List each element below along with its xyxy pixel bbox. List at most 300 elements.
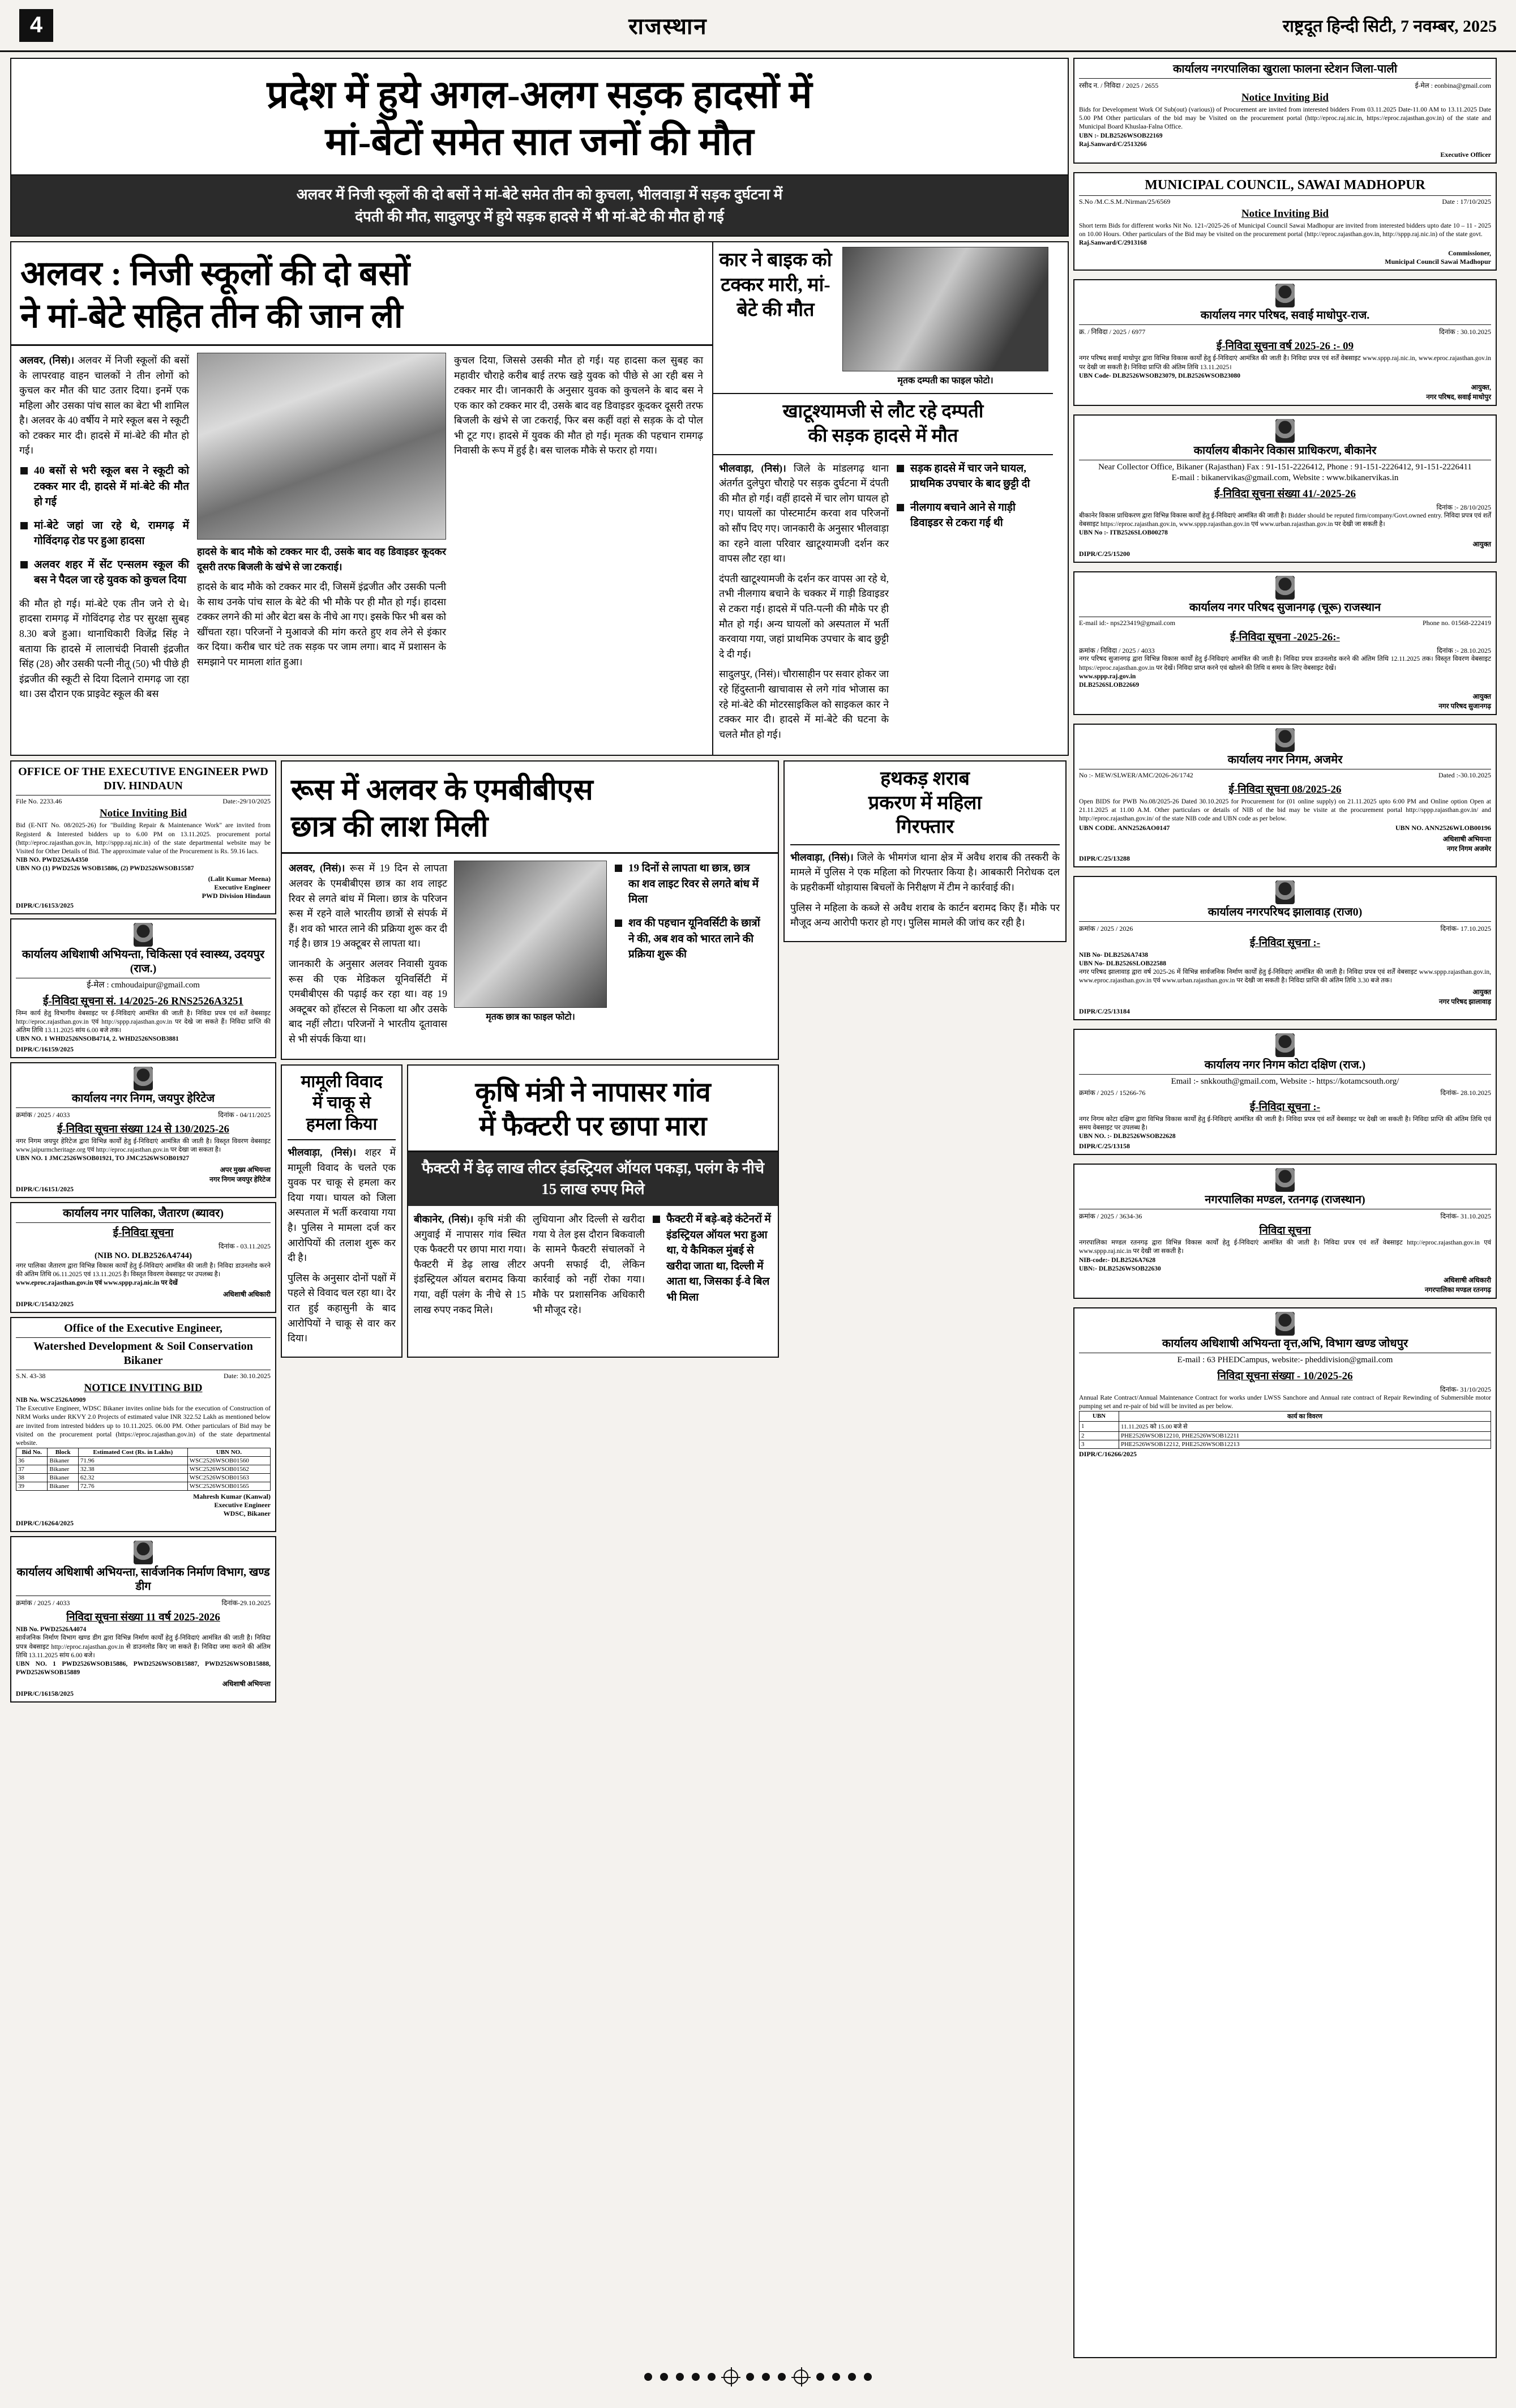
ad-meta-left: क्रमांक / 2025 / 4033 [16,1110,70,1119]
ad-extra-2: UBN NO. ANN2526WLOB00196 [1395,823,1491,832]
ad-sign-2: नगर परिषद सुजानगढ़ [1438,702,1491,711]
ad-extra-2: UBN NO. 1 PWD2526WSOB15886, PWD2526WSOB15887, PWD2526WSOB15888, PWD2526WSOB15889 [16,1660,271,1676]
minister-headline [408,1066,778,1152]
russia-headline-line1: रूस में अलवर के एमबीबीएस [291,774,593,807]
middle-row [10,760,1069,1706]
ad-meta-left: रसीद न. / निविदा / 2025 / 2655 [1079,82,1159,89]
ad-meta-left: S.N. 43-38 [16,1372,46,1380]
lead-headline-line2: मां-बेटों समेत सात जनों की मौत [325,119,754,163]
table-cell: 72.76 [78,1482,187,1491]
color-dot [660,2373,668,2381]
press-registration-marks [0,2362,1516,2392]
student-photo-caption: मृतक छात्र का फाइल फोटो। [486,1012,575,1023]
ad-meta-right: दिनांक :- 28/10/2025 [1436,503,1491,511]
ad-dipr: DIPR/C/25/13288 [1079,854,1130,862]
russia-col-1 [289,861,447,1051]
ad-office: MUNICIPAL COUNCIL, SAWAI MADHOPUR [1079,177,1491,196]
table-cell: WSC2526WSOB01563 [187,1474,270,1482]
ad-office: कार्यालय नगरपालिका खुराला फालना स्टेशन जिला-पाली [1079,62,1491,79]
tender-ad [10,918,276,1058]
couple-photo [842,247,1048,371]
table-row [1080,1440,1491,1448]
couple-para-2: दंपती खाटूश्यामजी के दर्शन कर वापस आ रहे थे, तभी नीलगाय बचाने के चक्कर में गाड़ी डिवाइडर से टकरा गई। हादसे में पति-पत्नी की मौके पर ही मौत हो गई। अन्य घायलों को अस्पताल में भर्ती करवाया गया, जहां प्राथमिक उपचार के बाद छुट्टी दे दी गई। [719,572,889,660]
ad-extra-1: NIB No. WSC2526A0909 [16,1397,86,1404]
alwar-headline-line1: अलवर : निजी स्कूलों की दो बसों [20,254,410,292]
ad-office-line2: ई-मेल : cmhoudaipur@gmail.com [87,981,200,990]
ad-meta-right: दिनांक - 03.11.2025 [218,1242,271,1251]
knife-headline [288,1071,396,1141]
knife-para-1: शहर में मामूली विवाद के चलते एक युवक पर चाकू से हमला कर दिया गया। घायल को जिला अस्पताल में भर्ती करवाया गया है। पुलिस ने मामला दर्ज कर आरोपियों की तलाश शुरू कर दी है। [288,1147,396,1264]
ad-meta-right: दिनांक- 17.10.2025 [1440,924,1491,933]
ad-meta-right: दिनांक :- 28.10.2025 [1437,647,1491,655]
ad-meta-right: Date : 17/10/2025 [1442,197,1491,206]
ad-sign-2: Executive Engineer [214,1501,271,1509]
ad-body: नगर पालिका जैतारण द्वारा विभिन्न विकास कार्यों हेतु ई-निविदाएं आमंत्रित की जाती है। निविदा डाउनलोड करने की अंतिम तिथि 06.11.2025 एवं 13.11.2025 है। विस्तृत विवरण वेबसाइट पर उपलब्ध है। [16,1262,271,1278]
ad-title: Notice Inviting Bid [99,807,187,820]
ad-dipr: DIPR/C/16151/2025 [16,1185,74,1194]
knife-para-2: पुलिस के अनुसार दोनों पक्षों में पहले से विवाद चल रहा था। देर रात हुई कहासुनी के बाद आरोपियों ने चाकू से वार कर दिया। [288,1272,396,1344]
ad-office-line2: E-mail id:- nps223419@gmail.com [1079,619,1176,627]
page-folio: 4 [19,9,53,42]
knife-headline-line2: में चाकू से [312,1093,371,1112]
ad-extra-1: www.eproc.rajasthan.gov.in एवं www.sppp.raj.nic.in पर देखें [16,1279,178,1286]
minister-col-1 [414,1212,526,1322]
table-row [1080,1421,1491,1431]
handcuff-headline-line1: हथकड़ शराब [880,768,970,790]
list-item: 40 बसों से भरी स्कूल बस ने स्कूटी को टक्कर मार दी, हादसे में मां-बेटे की मौत हो गई [19,463,189,510]
ad-meta-left: क्रमांक / 2025 / 3634-36 [1079,1212,1142,1221]
knife-story [281,1064,402,1358]
ad-title: निविदा सूचना संख्या 11 वर्ष 2025-2026 [66,1611,220,1624]
tender-ad [10,1317,276,1532]
ad-office: कार्यालय नगर निगम, अजमेर [1079,753,1491,769]
ad-dipr: DIPR/C/16266/2025 [1079,1449,1137,1458]
ad-sign-1: आयुक्त [1472,988,1491,996]
table-header: कार्य का विवरण [1119,1411,1491,1421]
ad-title: ई-निविदा सूचना [113,1227,174,1239]
tender-ad [1073,58,1497,164]
table-cell: 32.38 [78,1465,187,1474]
ad-sign-2: Municipal Council Sawai Madhopur [1385,258,1491,266]
alwar-headline-line2: ने मां-बेटे सहित तीन की जान ली [20,297,403,335]
tender-ad [10,1536,276,1703]
color-dot [676,2373,684,2381]
ad-meta-left: क्रमांक / 2025 / 15266-76 [1079,1088,1146,1097]
ad-extra-1: UBN NO. 1 JMC2526WSOB01921, TO JMC2526WSOB01927 [16,1154,189,1162]
lead-headline [11,59,1068,176]
ad-extra-2: Raj.Sanward/C/2513266 [1079,140,1147,148]
municipal-logo-icon [1275,880,1295,904]
list-item: अलवर शहर में सेंट एन्सलम स्कूल की बस ने पैदल जा रहे युवक को कुचल दिया [19,557,189,588]
russia-bullet-list [614,861,761,962]
ad-sign-1: Mahresh Kumar (Kanwal) [193,1492,271,1501]
ad-office: कार्यालय नगर निगम, जयपुर हेरिटेज [16,1092,271,1108]
table-row [16,1482,271,1491]
couple-bullets-wrap [896,461,1037,747]
ad-title: ई-निविदा सूचना संख्या 124 से 130/2025-26 [57,1123,230,1135]
ad-body: Annual Rate Contract/Annual Maintenance Contract for works under LWSS Sanchore and Annual rate contract of Repair Rewinding of Submersible motor pumping set and re-pair of bid will be invited as per below. [1079,1394,1491,1410]
ad-meta-right: Date:-29/10/2025 [222,797,271,806]
ad-office: कार्यालय अधिशाषी अभियन्ता, सार्वजनिक निर्माण विभाग, खण्ड डीग [16,1566,271,1596]
minister-blackbar: फैक्टरी में डेढ़ लाख लीटर इंडस्ट्रियल ऑयल पकड़ा, पलंग के नीचे 15 लाख रुपए मिले [408,1152,778,1207]
ad-title: निविदा सूचना [1259,1225,1311,1237]
table-cell: 11.11.2025 को 15.00 बजे से [1119,1421,1491,1431]
couple-photo-wrap [838,242,1053,393]
ad-extra-1: UBN Code- DLB2526WSOB23079, DLB2526WSOB23080 [1079,372,1240,379]
russia-bullets-wrap [614,861,761,1051]
lead-subhead-line2: दंपती की मौत, सादुलपुर में हुये सड़क हादसे में भी मां-बेटे की मौत हो गई [355,208,724,225]
ad-body: Short term Bids for different works Nit No. 121-/2025-26 of Municipal Council Sawai Madhopur are invited from interested bidders upto date 10 – 11 - 2025 on 10.00 Hours. Other particulars of the Bid may be visited on the procurement portal (http://eproc.rajasthan.gov.in, http://sppp.raj.nic.in) of the state govt. [1079,222,1491,238]
table-cell: Bikaner [48,1465,79,1474]
ad-extra-1: www.sppp.raj.gov.in [1079,673,1136,680]
minister-story [407,1064,779,1358]
color-dot [778,2373,786,2381]
ad-meta-left: क्र. / निविदा / 2025 / 6977 [1079,328,1146,336]
ad-extra-1: NIB No- DLB2526A7438 [1079,951,1149,959]
ad-meta-left: No :- MEW/SLWER/AMC/2026-26/1742 [1079,771,1193,780]
ad-sign-1: Executive Officer [1440,150,1491,159]
ad-body: The Executive Engineer, WDSC Bikaner invites online bids for the execution of Construction of NRM Works under RKVY 2.0 Projects of estimated value INR 322.52 Lakh as mentioned below are invited from intrested bidders up to 10.11.2025. 06.00 PM. Other particulars of Bid may be visited on the procurement portal (https://eproc.rajasthan.gov.in) of the state departmental website. [16,1405,271,1447]
handcuff-story [783,760,1067,942]
couple-photo-caption: मृतक दम्पती का फाइल फोटो। [897,375,993,386]
table-cell: 37 [16,1465,48,1474]
ad-office-line2: E-mail : 63 PHEDCampus, website:- pheddivision@gmail.com [1177,1355,1393,1365]
table-cell: Bikaner [48,1474,79,1482]
tender-ad [1073,876,1497,1021]
ad-sign-1: आयुक्त [1472,540,1491,549]
ad-extra-1: UBN CODE. ANN2526AO0147 [1079,823,1170,832]
ad-title: ई-निविदा सूचना -2025-26:- [1230,631,1340,644]
ad-sign-1: (Lalit Kumar Meena) [208,875,271,883]
ad-title: निविदा सूचना संख्या - 10/2025-26 [1217,1370,1353,1382]
car-bike-kicker [713,242,838,393]
authority-logo-icon [1275,419,1295,443]
bid-table [16,1448,271,1491]
table-row [1080,1431,1491,1440]
ad-office: कार्यालय बीकानेर विकास प्राधिकरण, बीकानेर [1079,444,1491,460]
knife-headline-line1: मामूली विवाद [301,1072,383,1091]
ad-office: Office of the Executive Engineer, [16,1321,271,1338]
tender-ad [1073,1029,1497,1155]
ad-meta-right: दिनांक - 04/11/2025 [218,1110,271,1119]
ad-office: कार्यालय नगरपरिषद झालावाड़ (राज0) [1079,905,1491,922]
registration-cross-icon [794,2369,808,2384]
tender-ad [1073,1307,1497,2358]
page-grid [0,52,1516,2362]
ad-sign-1: आयुक्त, [1471,383,1491,391]
color-dot [692,2373,700,2381]
russia-story [281,760,779,1059]
ad-body: Bid (E-NIT No. 08/2025-26) for "Building Repair & Maintenance Work" are invited from Registerd & Interested bidders up to 6.00 PM on 13.11.2025. procurement portal (http://eproc.rajasthan.gov.in, http://sppp.raj.nic.in) of the state departmental website may be Visited for Other Details of Bid. The approximate value of the Procurement is Rs. 59.16 lacs. [16,822,271,855]
bid-table [1079,1411,1491,1449]
ad-office: कार्यालय नगर पालिका, जैतारण (ब्यावर) [16,1207,271,1223]
ad-extra-2: UBN No- DLB2526SLOB22588 [1079,960,1166,967]
ad-meta-left: क्रमांक / 2025 / 4033 [16,1599,70,1607]
table-cell: WSC2526WSOB01565 [187,1482,270,1491]
knife-headline-line3: हमला किया [306,1114,378,1134]
russia-headline [282,762,778,854]
registration-cross-icon [723,2369,738,2384]
russia-para-1: रूस में 19 दिन से लापता अलवर के एमबीबीएस छात्र का शव लाइट रिवर से लगते बांध में मिला। छात्र के परिजन रूस में रहने वाले भारतीय छात्रों से संपर्क में हैं। शव को भारत लाने की प्रक्रिया शुरू कर दी गई है। छात्र 19 अक्टूबर से लापता था। [289,862,448,949]
color-dot [762,2373,770,2381]
handcuff-para-1: जिले के भीमगंज थाना क्षेत्र में अवैध शराब की तस्करी के मामले में पुलिस ने एक महिला को गिरफ्तार किया है। आबकारी निरोधक दल के प्रहरीकर्मी थोड़ायास बिचलों के निरीक्षण में टीम ने कार्रवाई की। [790,851,1060,893]
ad-meta-right: Date: 30.10.2025 [224,1372,271,1380]
alwar-para-col2: हादसे के बाद मौके को टक्कर मार दी, जिसमें इंद्रजीत और उसकी पत्नी के साथ उनके पांच साल के बेटे की भी मौके पर ही मौत हो गई। हादसा टक्कर लगने की मां और बेटा बस के नीचे आ गए। इसके फिर भी बस को खींचता रहा। परिजनों ने मुआवजे की मांग करते हुए शव लेने से इंकार कर दिया। करीब चार घंटे तक सड़क पर जाम लगा। बाद में प्रशासन के समझाने पर मामला शांत हुआ। [197,581,446,668]
table-header: Bid No. [16,1448,48,1457]
alwar-col-2 [197,353,446,707]
publication-date: राष्ट्रदूत हिन्दी सिटी, 7 नवम्बर, 2025 [1282,17,1497,36]
ad-body: नगर परिषद सवाई माधोपुर द्वारा विभिन्न विकास कार्यों हेतु ई-निविदाएं आमंत्रित की जाती है। निविदा प्रपत्र एवं शर्तें वेबसाइट www.sppp.raj.nic.in, www.eproc.rajasthan.gov.in पर देखी जा सकती है। निविदा प्राप्ति की अंतिम तिथि 13.11.2025। [1079,355,1491,371]
table-row [16,1465,271,1474]
state-emblem-icon [1275,1312,1295,1336]
tender-ad [1073,279,1497,406]
table-cell: 62.32 [78,1474,187,1482]
lead-subhead-line1: अलवर में निजी स्कूलों की दो बसों ने मां-बेटे समेत तीन को कुचला, भीलवाड़ा में सड़क दुर्घटना में [296,186,783,203]
tender-ad [10,1202,276,1313]
ad-office: कार्यालय अधिशाषी अभियन्ता वृत्त,अभि, विभाग खण्ड जोधपुर [1079,1337,1491,1353]
ad-extra-2: UBN NO (1) PWD2526 WSOB15886, (2) PWD2526WSOB15587 [16,865,194,872]
table-cell: PHE2526WSOB12212, PHE2526WSOB12213 [1119,1440,1491,1448]
ad-sign-1: अपर मुख्य अभियन्ता [220,1166,271,1174]
ad-sign-2: नगर परिषद, सवाई माधोपुर [1426,392,1491,401]
tender-ad [1073,571,1497,715]
ad-body: Open BIDS for PWB No.08/2025-26 Dated 30.10.2025 for Procurement for (01 online supply) on 21.11.2025 upto 6:00 PM and Online option Open at 21.11.2025 at 11.00 A.M. Other particulars or details of NIB of the bid may be visite at the procurement portal http://sppp.rajasthan.gov.in/ and http://eproc.rajasthan.gov.in/ of the state NIB code and UBN code as per below. [1079,798,1491,823]
color-dot [644,2373,652,2381]
alwar-story [11,242,713,755]
ad-extra-1: NIB NO. PWD2526A4350 [16,857,88,864]
table-header: UBN NO. [187,1448,270,1457]
municipal-logo-icon [1275,1033,1295,1057]
minister-col-2 [533,1212,645,1322]
bus-photo-caption: हादसे के बाद मौके को टक्कर मार दी, उसके बाद वह डिवाइडर कूदकर दूसरी तरफ बिजली के खंभे से जा टकराई। [197,545,446,572]
ad-meta-left: S.No /M.C.S.M./Nirman/25/6569 [1079,197,1171,206]
ad-subtitle: (NIB NO. DLB2526A4744) [94,1251,192,1261]
ad-extra-1: UBN :- DLB2526WSOB22169 [1079,132,1163,139]
ad-meta-right: दिनांक-29.10.2025 [221,1599,271,1607]
color-dot [746,2373,754,2381]
couple-para-1: जिले के मांडलगढ़ थाना अंतर्गत दुलेपुरा चौराहे पर सड़क दुर्घटना में दंपती की मौत हो गई। वहीं हादसे में चार लोग घायल हो गए। घायलों का पोस्टमार्टम करवा शव परिजनों को सौंप दिए गए। जानकारी के अनुसार भीलवाड़ा का रहने वाला परिवार खाटूश्यामजी दर्शन कर वापस लौट रहा था। [719,462,889,564]
state-emblem-icon [134,923,153,947]
municipal-logo-icon [134,1067,153,1090]
list-item: फैक्टरी में बड़े-बड़े कंटेनरों में इंडस्ट्रियल ऑयल भरा हुआ था, ये कैमिकल मुंबई से खरीदा जाता था, दिल्ली में आता था, जिसका ई-वे बिल भी मिला [652,1212,772,1305]
ad-extra-1: Raj.Sanward/C/2913168 [1079,239,1147,247]
color-dot [816,2373,824,2381]
tender-ad [1073,1164,1497,1299]
ad-sign-3: PWD Division Hindaun [202,892,271,900]
ad-meta-right: ई-मेल : eonbina@gmail.com [1415,82,1491,89]
list-item: 19 दिनों से लापता था छात्र, छात्र का शव लाइट रिवर से लगते बांध में मिला [614,861,761,908]
minister-dateline: बीकानेर, (निसं)। [414,1213,474,1225]
ad-body: Bids for Development Work Of Sub(out) (various)) of Procurement are invited from interested bidders From 03.11.2025 Date-11.00 AM to 13.11.2025 Date 5.00 PM Other particulars of the bid may be Visited on the procurement portal (http://eproc.raj.nic.in, https://eproc.rajasthan.gov.in) of the state and Municipal Board Khuslaa-Falna Office. [1079,106,1491,131]
color-dot [864,2373,872,2381]
table-cell: 39 [16,1482,48,1491]
car-bike-kicker-text: कार ने बाइक को टक्कर मारी, मां-बेटे की मौत [719,249,832,321]
ad-extra-1: UBN NO. 1 WHD2526NSOB4714, 2. WHD2526NSOB3881 [16,1036,179,1043]
masthead [0,0,1516,52]
ad-meta-right: दिनांक- 28.10.2025 [1440,1088,1491,1097]
ad-body: नगर निगम जयपुर हेरिटेज द्वारा विभिन्न कार्यों हेतु ई-निविदाएं आमंत्रित की जाती है। विस्तृत विवरण वेबसाइट www.jaipurmcheritage.org एवं http://eproc.rajasthan.gov.in पर देखा जा सकता है। [16,1137,271,1153]
ad-dipr: DIPR/C/16158/2025 [16,1690,74,1698]
ad-sign-1: Commissioner, [1448,249,1491,258]
ad-office: कार्यालय अधिशाषी अभियन्ता, चिकित्सा एवं स्वास्थ्य, उदयपुर (राज.) [16,948,271,978]
table-row [16,1474,271,1482]
tender-ad [1073,172,1497,271]
minister-bullets-wrap [652,1212,772,1322]
russia-dateline: अलवर, (निसं)। [289,862,345,874]
handcuff-headline-line3: गिरफ्तार [896,816,954,838]
couple-story [713,242,1053,755]
tender-ad [10,760,276,914]
classified-column [1073,58,1497,2362]
ad-sign-2: नगर निगम जयपुर हेरिटेज [209,1175,271,1184]
table-header: Block [48,1448,79,1457]
municipal-logo-icon [1275,1168,1295,1192]
ad-sign-2: नगर निगम अजमेर [1446,844,1491,853]
ad-body: नगर निगम कोटा दक्षिण द्वारा विभिन्न विकास कार्यों हेतु ई-निविदाएं आमंत्रित की जाती है। निविदा प्रपत्र एवं शर्तें वेबसाइट पर देखी जा सकती है। निविदा प्राप्ति की अंतिम तिथि एवं समय वेबसाइट पर उपलब्ध है। [1079,1115,1491,1131]
ad-title: ई-निविदा सूचना :- [1249,936,1321,949]
ad-meta-right: दिनांक- 31/10/2025 [1440,1385,1491,1393]
state-emblem-icon [134,1541,153,1564]
car-bike-body: सादुलपुर, (निसं)। चौरासाहीन पर सवार होकर जा रहे हिंदुस्तानी खाचावास से लगे गांव भोजास का रहे मां-बेटे की मोटरसाइकिल को साइकल कार ने टक्कर मार दी। हादसे में मां-बेटे की घटना के चलते मौत हो गई। [719,668,889,740]
lead-headline-box [10,58,1069,237]
couple-text [719,461,889,747]
couple-headline-line2: की सड़क हादसे में मौत [808,425,958,446]
ad-title: ई-निविदा सूचना 08/2025-26 [1228,784,1342,796]
ad-title: ई-निविदा सूचना संख्या 41/-2025-26 [1214,487,1356,500]
lead-headline-line1: प्रदेश में हुये अगल-अलग सड़क हादसों में [267,73,812,116]
ad-office-line2: Near Collector Office, Bikaner (Rajasthan) Fax : 91-151-2226412, Phone : 91-151-2226412, 91-151-2226411 [1098,462,1472,472]
tender-ad [1073,414,1497,563]
handcuff-headline [790,767,1060,845]
table-row [16,1457,271,1465]
ad-extra-1: NIB-code:- DLB2526A7628 [1079,1256,1156,1264]
list-item: शव की पहचान यूनिवर्सिटी के छात्रों ने की, अब शव को भारत लाने की प्रक्रिया शुरू की [614,916,761,963]
table-cell: 2 [1080,1431,1119,1440]
ad-office: OFFICE OF THE EXECUTIVE ENGINEER PWD DIV. HINDAUN [16,765,271,795]
ad-title: NOTICE INVITING BID [84,1382,203,1395]
ad-title: ई-निविदा सूचना :- [1249,1101,1321,1113]
lower-stories-row [281,1064,779,1358]
table-header: UBN [1080,1411,1119,1421]
table-cell: WSC2526WSOB01560 [187,1457,270,1465]
ad-sign-1: अधिशाषी अधिकारी [223,1290,271,1299]
ad-extra-1: NIB No. PWD2526A4074 [16,1626,87,1633]
ad-sign-2: नगरपालिका मण्डल रतनगढ़ [1424,1286,1491,1294]
table-cell: WSC2526WSOB01562 [187,1465,270,1474]
couple-bullet-list [896,461,1037,531]
color-dot [848,2373,856,2381]
tender-ad [1073,724,1497,867]
alwar-headline [11,242,712,346]
state-emblem-icon [1275,284,1295,307]
list-item: सड़क हादसे में चार जने घायल, प्राथमिक उपचार के बाद छुट्टी दी [896,461,1037,492]
table-cell: 38 [16,1474,48,1482]
couple-headline-line1: खाटूश्यामजी से लौट रहे दम्पती [782,401,984,422]
ad-extra-2: UBN:- DLB2526WSOB22630 [1079,1265,1161,1272]
ad-sign-1: अधिशाषी अभियन्ता [1442,835,1491,843]
table-cell: Bikaner [48,1457,79,1465]
ad-title: Notice Inviting Bid [1241,92,1329,104]
ad-body: सार्वजनिक निर्माण विभाग खण्ड डीग द्वारा विभिन्न निर्माण कार्यों हेतु ई-निविदाएं आमंत्रित की जाती है। निविदा प्रपत्र वेबसाइट http://eproc.rajasthan.gov.in से डाउनलोड किए जा सकते हैं। निविदा जमा कराने की अंतिम तिथि 13.11.2025 सांय 6.00 बजे। [16,1635,271,1659]
table-cell: 71.96 [78,1457,187,1465]
alwar-para-after-bullets: की मौत हो गई। मां-बेटे एक तीन जने रो थे। हादसा रामगढ़ में गोविंदगढ़ रोड पर सुरक्षा सुबह 8.30 बजे हुआ। थानाधिकारी विजेंद्र सिंह ने बताया कि हादसे में लालाचंदी निवासी इंद्रजीत सिंह (28) और उसकी पत्नी नीतू (50) भी पीछे ही इंद्रजीत की स्कूटी से दिया दिलाने रामगढ़ जा रहा था। उस दौरान एक प्राइवेट स्कूल की बस [19,597,189,700]
russia-photo-wrap [454,861,607,1051]
ad-body: बीकानेर विकास प्राधिकरण द्वारा विभिन्न विकास कार्यों हेतु ई-निविदाएं आमंत्रित की जाती है। Bidder should be reputed firm/company/Govt.owned entry. निविदा प्रपत्र एवं शर्तें वेबसाइट https://eproc.rajasthan.gov.in, www.sppp.rajasthan.gov.in एवं www.urban.rajasthan.gov.in पर देखी जा सकती है। [1079,512,1491,528]
ad-office-line3: Phone no. 01568-222419 [1423,619,1491,627]
alwar-body [11,346,712,715]
alwar-para-1: अलवर में निजी स्कूलों की बसों के लापरवाह वाहन चालकों ने तीन लोगों को कुचल कर मौत की घाट उतार दिया। इनमें एक महिला और उसका पांच साल का बेटा भी शामिल है। अलवर के 40 वर्षीय ने मारे स्कूल बस ने स्कूटी को टक्कर मार दी। हादसे में मां-बेटे की मौत हो गई। [19,354,189,456]
alwar-col-3 [454,353,703,707]
ad-title: ई-निविदा सूचना सं. 14/2025-26 RNS2526A3251 [43,995,243,1007]
ad-title: ई-निविदा सूचना वर्ष 2025-26 :- 09 [1216,340,1354,353]
ad-sign-1: अधिशाषी अधिकारी [1444,1276,1491,1284]
alwar-story-box [10,241,1069,756]
ad-sign-2: Executive Engineer [214,883,271,892]
knife-dateline: भीलवाड़ा, (निसं)। [288,1147,357,1158]
left-ads-column [10,760,276,1706]
ad-extra-1: UBN NO. :- DLB2526WSOB22628 [1079,1133,1176,1140]
russia-para-2: जानकारी के अनुसार अलवर निवासी युवक रूस की एक मेडिकल यूनिवर्सिटी में एमबीबीएस की पढ़ाई कर रहा था। वह 19 अक्टूबर को हॉस्टल से निकला था और उसके बाद नहीं लौटा। परिजनों ने भारतीय दूतावास से भी संपर्क किया था। [289,957,447,1045]
ad-dipr: DIPR/C/25/13184 [1079,1007,1130,1016]
ad-title: Notice Inviting Bid [1241,207,1329,220]
ad-office: कार्यालय नगर परिषद, सवाई माधोपुर-राज. [1079,309,1491,325]
ad-body: नगर परिषद झालावाड़ द्वारा वर्ष 2025-26 में विभिन्न सार्वजनिक निर्माण कार्यों हेतु ई-निविदाएं आमंत्रित की जाती है। निविदा प्रपत्र एवं शर्तें वेबसाइट www.sppp.rajasthan.gov.in, www.eproc.rajasthan.gov.in एवं www.urban.rajasthan.gov.in पर देखी जा सकती है। निविदा प्राप्ति की अंतिम तिथि 3.30 बजे तक। [1079,968,1491,985]
handcuff-dateline: भीलवाड़ा, (निसं)। [790,851,854,863]
ad-office-line2: Email :- snkkouth@gmail.com, Website :- https://kotamcsouth.org/ [1171,1077,1399,1087]
municipal-logo-icon [1275,576,1295,600]
ad-body: नगरपालिका मण्डल रतनगढ़ द्वारा विभिन्न विकास कार्यों हेतु ई-निविदाएं आमंत्रित की जाती है। निविदा प्रपत्र एवं शर्तें वेबसाइट http://eproc.rajasthan.gov.in एवं www.sppp.raj.nic.in पर देखी जा सकती है। [1079,1239,1491,1255]
municipal-logo-icon [1275,728,1295,752]
ad-office: कार्यालय नगर परिषद सुजानगढ़ (चूरू) राजस्थान [1079,601,1491,617]
alwar-dateline: अलवर, (निसं)। [19,354,75,366]
handcuff-headline-line2: प्रकरण में महिला [868,792,982,814]
table-cell: 36 [16,1457,48,1465]
ad-dipr: DIPR/C/25/15200 [1079,550,1130,558]
student-photo [454,861,607,1008]
ad-meta-left: क्रमांक / 2025 / 2026 [1079,924,1133,933]
ad-meta-left: क्रमांक / निविदा / 2025 / 4033 [1079,647,1155,655]
ad-sign-3: WDSC, Bikaner [223,1509,271,1518]
minister-para-1: कृषि मंत्री की अगुवाई में नापासर गांव स्थित एक फैक्टरी पर छापा मारा गया। फैक्टरी में डेढ़ लाख लीटर इंडस्ट्रियल ऑयल बरामद किया गया, वहीं पलंग के नीचे से 15 लाख रुपए नकद मिले। [414,1213,526,1315]
list-item: मां-बेटे जहां जा रहे थे, रामगढ़ में गोविंदगढ़ रोड पर हुआ हादसा [19,518,189,549]
ad-body: नगर परिषद सुजानगढ़ द्वारा विभिन्न विकास कार्यों हेतु ई-निविदाएं आमंत्रित की जाती है। निविदा प्रपत्र डाउनलोड करने की अंतिम तिथि 12.11.2025 तक। विस्तृत विवरण वेबसाइट https://eproc.rajasthan.gov.in पर देखें। निविदा प्राप्त करने एवं खोलने की तिथि व समय के लिए वेबसाइट देखें। [1079,656,1491,671]
section-title: राजस्थान [628,14,708,39]
ad-office-line2: Watershed Development & Soil Conservation Bikaner [16,1340,271,1370]
editorial-column [10,58,1069,2362]
ad-extra-2: DLB2526SLOB22669 [1079,681,1140,688]
ad-office: कार्यालय नगर निगम कोटा दक्षिण (राज.) [1079,1058,1491,1075]
table-cell: PHE2526WSOB12210, PHE2526WSOB12211 [1119,1431,1491,1440]
lead-subhead [11,176,1068,236]
tender-ad [10,1062,276,1199]
ad-body: निम्न कार्य हेतु विभागीय वेबसाइट पर ई-निविदाएं आमंत्रित की जाती है। निविदा प्रपत्र एवं शर्तें वेबसाइट http://eproc.rajasthan.gov.in एवं http://sppp.rajasthan.gov.in पर देखे जा सकते हैं। निविदा प्राप्ति की अंतिम तिथि 13.11.2025 सांय 6.00 बजे तक। [16,1010,271,1034]
table-cell: 3 [1080,1440,1119,1448]
table-cell: 1 [1080,1421,1119,1431]
ad-dipr: DIPR/C/25/13158 [1079,1142,1130,1150]
ad-dipr: DIPR/C/16264/2025 [16,1519,74,1528]
ad-office-line3: E-mail : bikanervikas@gmail.com, Website : www.bikanervikas.in [1171,473,1399,483]
minister-para-2: लुधियाना और दिल्ली से खरीदा गया ये तेल इस दौरान बिकवाली के सामने फैक्टरी संचालकों ने अपनी सफाई दी, लेकिन कार्रवाई को नहीं रोका गया। मौके पर प्रशासनिक अधिकारी भी मौजूद रहे। [533,1213,645,1315]
alwar-col-1 [19,353,189,707]
ad-meta-left: File No. 2233.46 [16,797,62,806]
ad-meta-right: Dated :-30.10.2025 [1438,771,1491,780]
table-cell: Bikaner [48,1482,79,1491]
ad-sign-1: अधिशाषी अभियन्ता [222,1680,271,1688]
list-item: नीलगाय बचाने आने से गाड़ी डिवाइडर से टकरा गई थी [896,500,1037,531]
ad-sign-2: नगर परिषद झालावाड़ [1438,998,1491,1006]
bus-accident-photo [197,353,446,540]
handcuff-para-2: पुलिस ने महिला के कब्जे से अवैध शराब के कार्टन बरामद किए हैं। मौके पर मौजूद अन्य आरोपी फरार हो गए। पुलिस मामले की जांच कर रही है। [790,901,1060,929]
